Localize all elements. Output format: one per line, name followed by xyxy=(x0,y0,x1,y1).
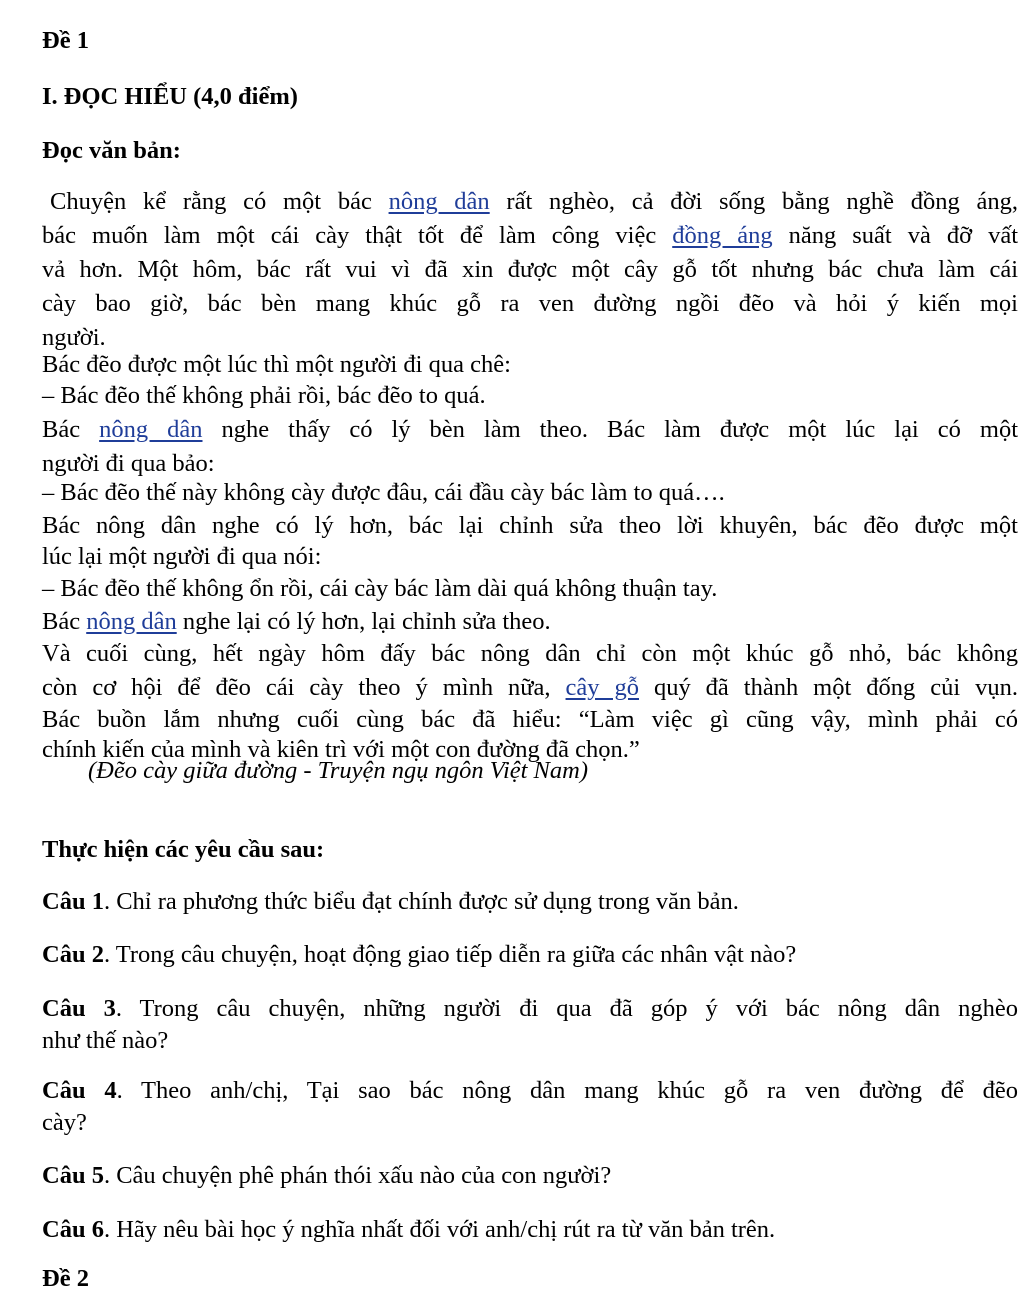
story-text: còn cơ hội để đẽo cái cày theo ý mình nữa, xyxy=(42,674,566,701)
story-line-5: người. xyxy=(42,324,106,351)
question-line: như thế nào? xyxy=(42,1027,169,1054)
link-nong-dan[interactable]: nông dân xyxy=(388,188,490,215)
link-nong-dan[interactable]: nông dân xyxy=(86,608,177,635)
question-5 xyxy=(42,1160,1018,1192)
question-text: . Chỉ ra phương thức biểu đạt chính được sử dụng trong văn bản. xyxy=(103,888,739,915)
question-2 xyxy=(42,939,1018,971)
story-text: nghe lại có lý hơn, lại chỉnh sửa theo. xyxy=(176,608,551,635)
story-text: Chuyện kể rằng có một bác xyxy=(50,188,389,215)
tasks-heading: Thực hiện các yêu cầu sau: xyxy=(42,836,325,863)
story-line-9: người đi qua bảo: xyxy=(42,450,215,477)
question-line: cày? xyxy=(42,1109,87,1136)
story-text: Bác xyxy=(42,416,100,443)
story-source: (Đẽo cày giữa đường - Truyện ngụ ngôn Việt Nam) xyxy=(88,757,589,784)
question-1 xyxy=(42,886,1018,918)
story-text: rất nghèo, cả đời sống bằng nghề đồng áng, xyxy=(489,188,1018,215)
story-line-18: chính kiến của mình và kiên trì với một con đường đã chọn.” xyxy=(42,736,640,763)
question-3 xyxy=(42,993,1018,1057)
question-text: . Hãy nêu bài học ý nghĩa nhất đối với anh/chị rút ra từ văn bản trên. xyxy=(103,1216,776,1243)
link-nong-dan[interactable]: nông dân xyxy=(99,416,203,443)
question-text: . Theo anh/chị, Tại sao bác nông dân mang khúc gỗ ra ven đường để đẽo xyxy=(116,1077,1018,1104)
question-label: Câu 3 xyxy=(42,995,116,1022)
story-line-3: vả hơn. Một hôm, bác rất vui vì đã xin được một cây gỗ tốt nhưng bác chưa làm cái xyxy=(42,256,1018,283)
question-4 xyxy=(42,1075,1018,1139)
section-heading: I. ĐỌC HIỂU (4,0 điểm) xyxy=(42,83,298,110)
question-text: . Trong câu chuyện, hoạt động giao tiếp diễn ra giữa các nhân vật nào? xyxy=(103,941,797,968)
story-line-14 xyxy=(42,607,1018,637)
story-line-2 xyxy=(42,221,1018,251)
next-exam-title: Đề 2 xyxy=(42,1265,89,1292)
story-text: bác muốn làm một cái cày thật tốt để làm công việc xyxy=(42,222,673,249)
read-text-label: Đọc văn bản: xyxy=(42,137,181,164)
story-line-15: Và cuối cùng, hết ngày hôm đấy bác nông dân chỉ còn một khúc gỗ nhỏ, bác không xyxy=(42,640,1018,667)
story-text: nghe thấy có lý bèn làm theo. Bác làm được một lúc lại có một xyxy=(202,416,1019,443)
question-label: Câu 6 xyxy=(42,1216,104,1243)
story-line-1 xyxy=(50,187,1018,217)
question-label: Câu 5 xyxy=(42,1162,104,1189)
story-line-7: – Bác đẽo thế không phải rồi, bác đẽo to quá. xyxy=(42,382,486,409)
link-dong-ang[interactable]: đồng áng xyxy=(672,222,773,249)
story-line-8 xyxy=(42,415,1018,445)
story-line-10: – Bác đẽo thế này không cày được đâu, cái đầu cày bác làm to quá…. xyxy=(42,479,725,506)
question-text: . Trong câu chuyện, những người đi qua đã góp ý với bác nông dân nghèo xyxy=(115,995,1019,1022)
question-text: . Câu chuyện phê phán thói xấu nào của con người? xyxy=(103,1162,612,1189)
story-text: năng suất và đỡ vất xyxy=(772,222,1019,249)
link-cay-go[interactable]: cây gỗ xyxy=(565,674,639,701)
question-line xyxy=(42,1075,1018,1107)
story-line-4: cày bao giờ, bác bèn mang khúc gỗ ra ven đường ngồi đẽo và hỏi ý kiến mọi xyxy=(42,290,1018,317)
story-text: Bác xyxy=(42,608,87,635)
story-line-17: Bác buồn lắm nhưng cuối cùng bác đã hiểu: “Làm việc gì cũng vậy, mình phải có xyxy=(42,706,1018,733)
story-line-6: Bác đẽo được một lúc thì một người đi qua chê: xyxy=(42,351,511,378)
story-line-16 xyxy=(42,673,1018,703)
question-label: Câu 1 xyxy=(42,888,104,915)
question-label: Câu 2 xyxy=(42,941,104,968)
story-line-13: – Bác đẽo thế không ổn rồi, cái cày bác làm dài quá không thuận tay. xyxy=(42,575,718,602)
story-line-11: Bác nông dân nghe có lý hơn, bác lại chỉnh sửa theo lời khuyên, bác đẽo được một xyxy=(42,512,1018,539)
story-text: quý đã thành một đống củi vụn. xyxy=(639,674,1018,701)
question-6 xyxy=(42,1214,1018,1246)
exam-title: Đề 1 xyxy=(42,27,89,54)
question-line xyxy=(42,993,1018,1025)
question-label: Câu 4 xyxy=(42,1077,117,1104)
story-line-12: lúc lại một người đi qua nói: xyxy=(42,543,322,570)
